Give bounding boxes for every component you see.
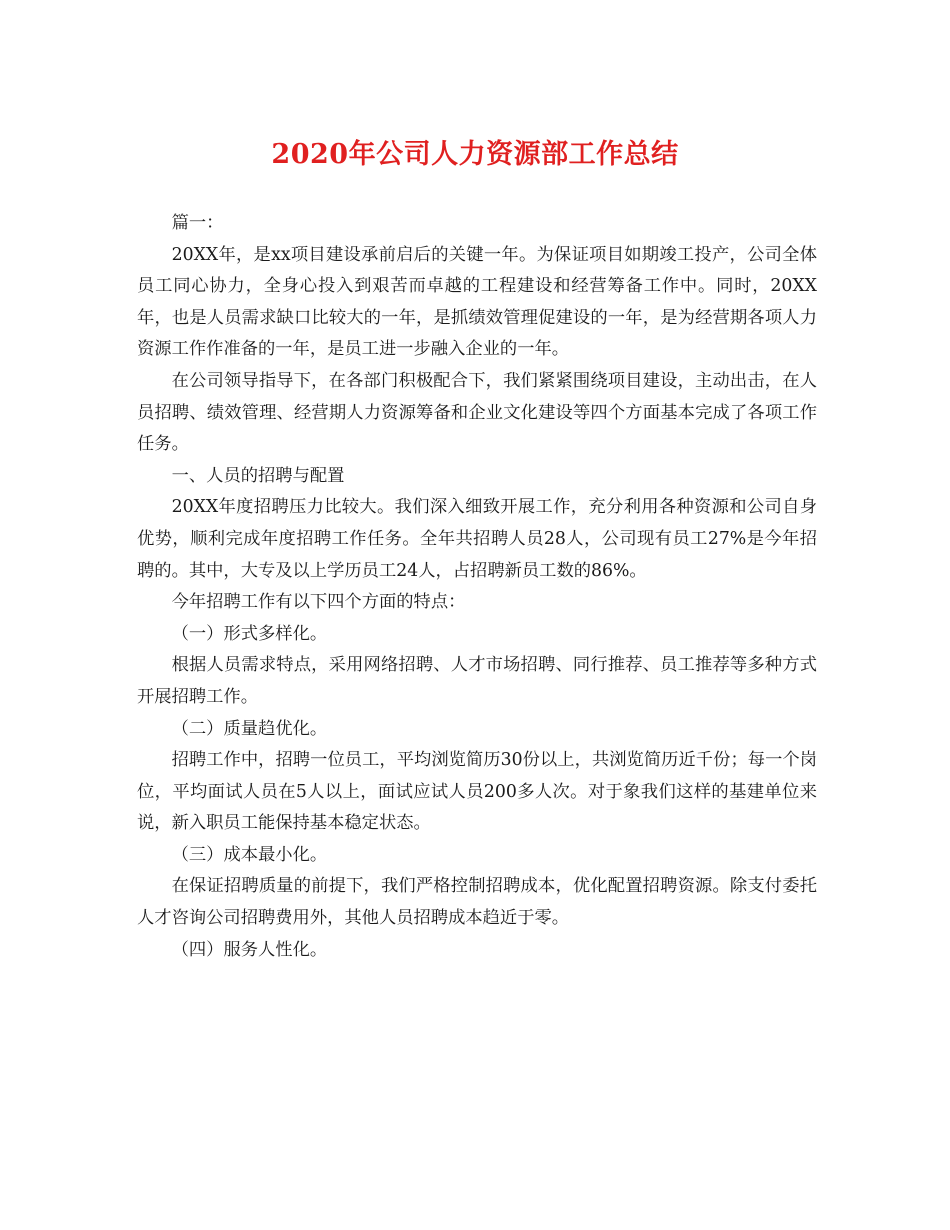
paragraph-intro: 20XX年，是xx项目建设承前启后的关键一年。为保证项目如期竣工投产，公司全体员工同心协力，全身心投入到艰苦而卓越的工程建设和经营筹备工作中。同时，20XX年，也是人员需求缺口比较大的一年，是抓绩效管理促建设的一年，是为经营期各项人力资源工作作准备的一年，是员工进一步融入企业的一年。 <box>137 244 817 360</box>
subheading-diversified: （一）形式多样化。 <box>171 623 328 644</box>
document-title: 2020年公司人力资源部工作总结 <box>271 139 679 170</box>
paragraph-cost: 在保证招聘质量的前提下，我们严格控制招聘成本，优化配置招聘资源。除支付委托人才咨询公司招聘费用外，其他人员招聘成本趋近于零。 <box>137 876 817 929</box>
subheading-service: （四）服务人性化。 <box>171 939 328 960</box>
paragraph-diversified: 根据人员需求特点，采用网络招聘、人才市场招聘、同行推荐、员工推荐等多种方式开展招聘工作。 <box>137 655 817 707</box>
paragraph-quality: 招聘工作中，招聘一位员工，平均浏览简历30份以上，共浏览简历近千份；每一个岗位，平均面试人员在5人以上，面试应试人员200多人次。对于象我们这样的基建单位来说，新入职员工能保持基本稳定状态。 <box>137 750 817 834</box>
paragraph-recruitment-stats: 20XX年度招聘压力比较大。我们深入细致开展工作，充分利用各种资源和公司自身优势，顺利完成年度招聘工作任务。全年共招聘人员28人，公司现有员工27%是今年招聘的。其中，大专及以上学历员工24人，占招聘新员工数的86%。 <box>137 497 817 581</box>
paragraph-section-label: 篇一： <box>171 213 224 233</box>
heading-recruitment: 一、人员的招聘与配置 <box>171 465 345 486</box>
document-body <box>137 208 817 966</box>
paragraph-overview: 在公司领导指导下，在各部门积极配合下，我们紧紧围绕项目建设，主动出击，在人员招聘、绩效管理、经营期人力资源筹备和企业文化建设等四个方面基本完成了各项工作任务。 <box>137 370 817 455</box>
subheading-quality: （二）质量趋优化。 <box>171 718 328 739</box>
subheading-cost: （三）成本最小化。 <box>171 844 328 865</box>
paragraph-features-intro: 今年招聘工作有以下四个方面的特点： <box>171 592 466 613</box>
